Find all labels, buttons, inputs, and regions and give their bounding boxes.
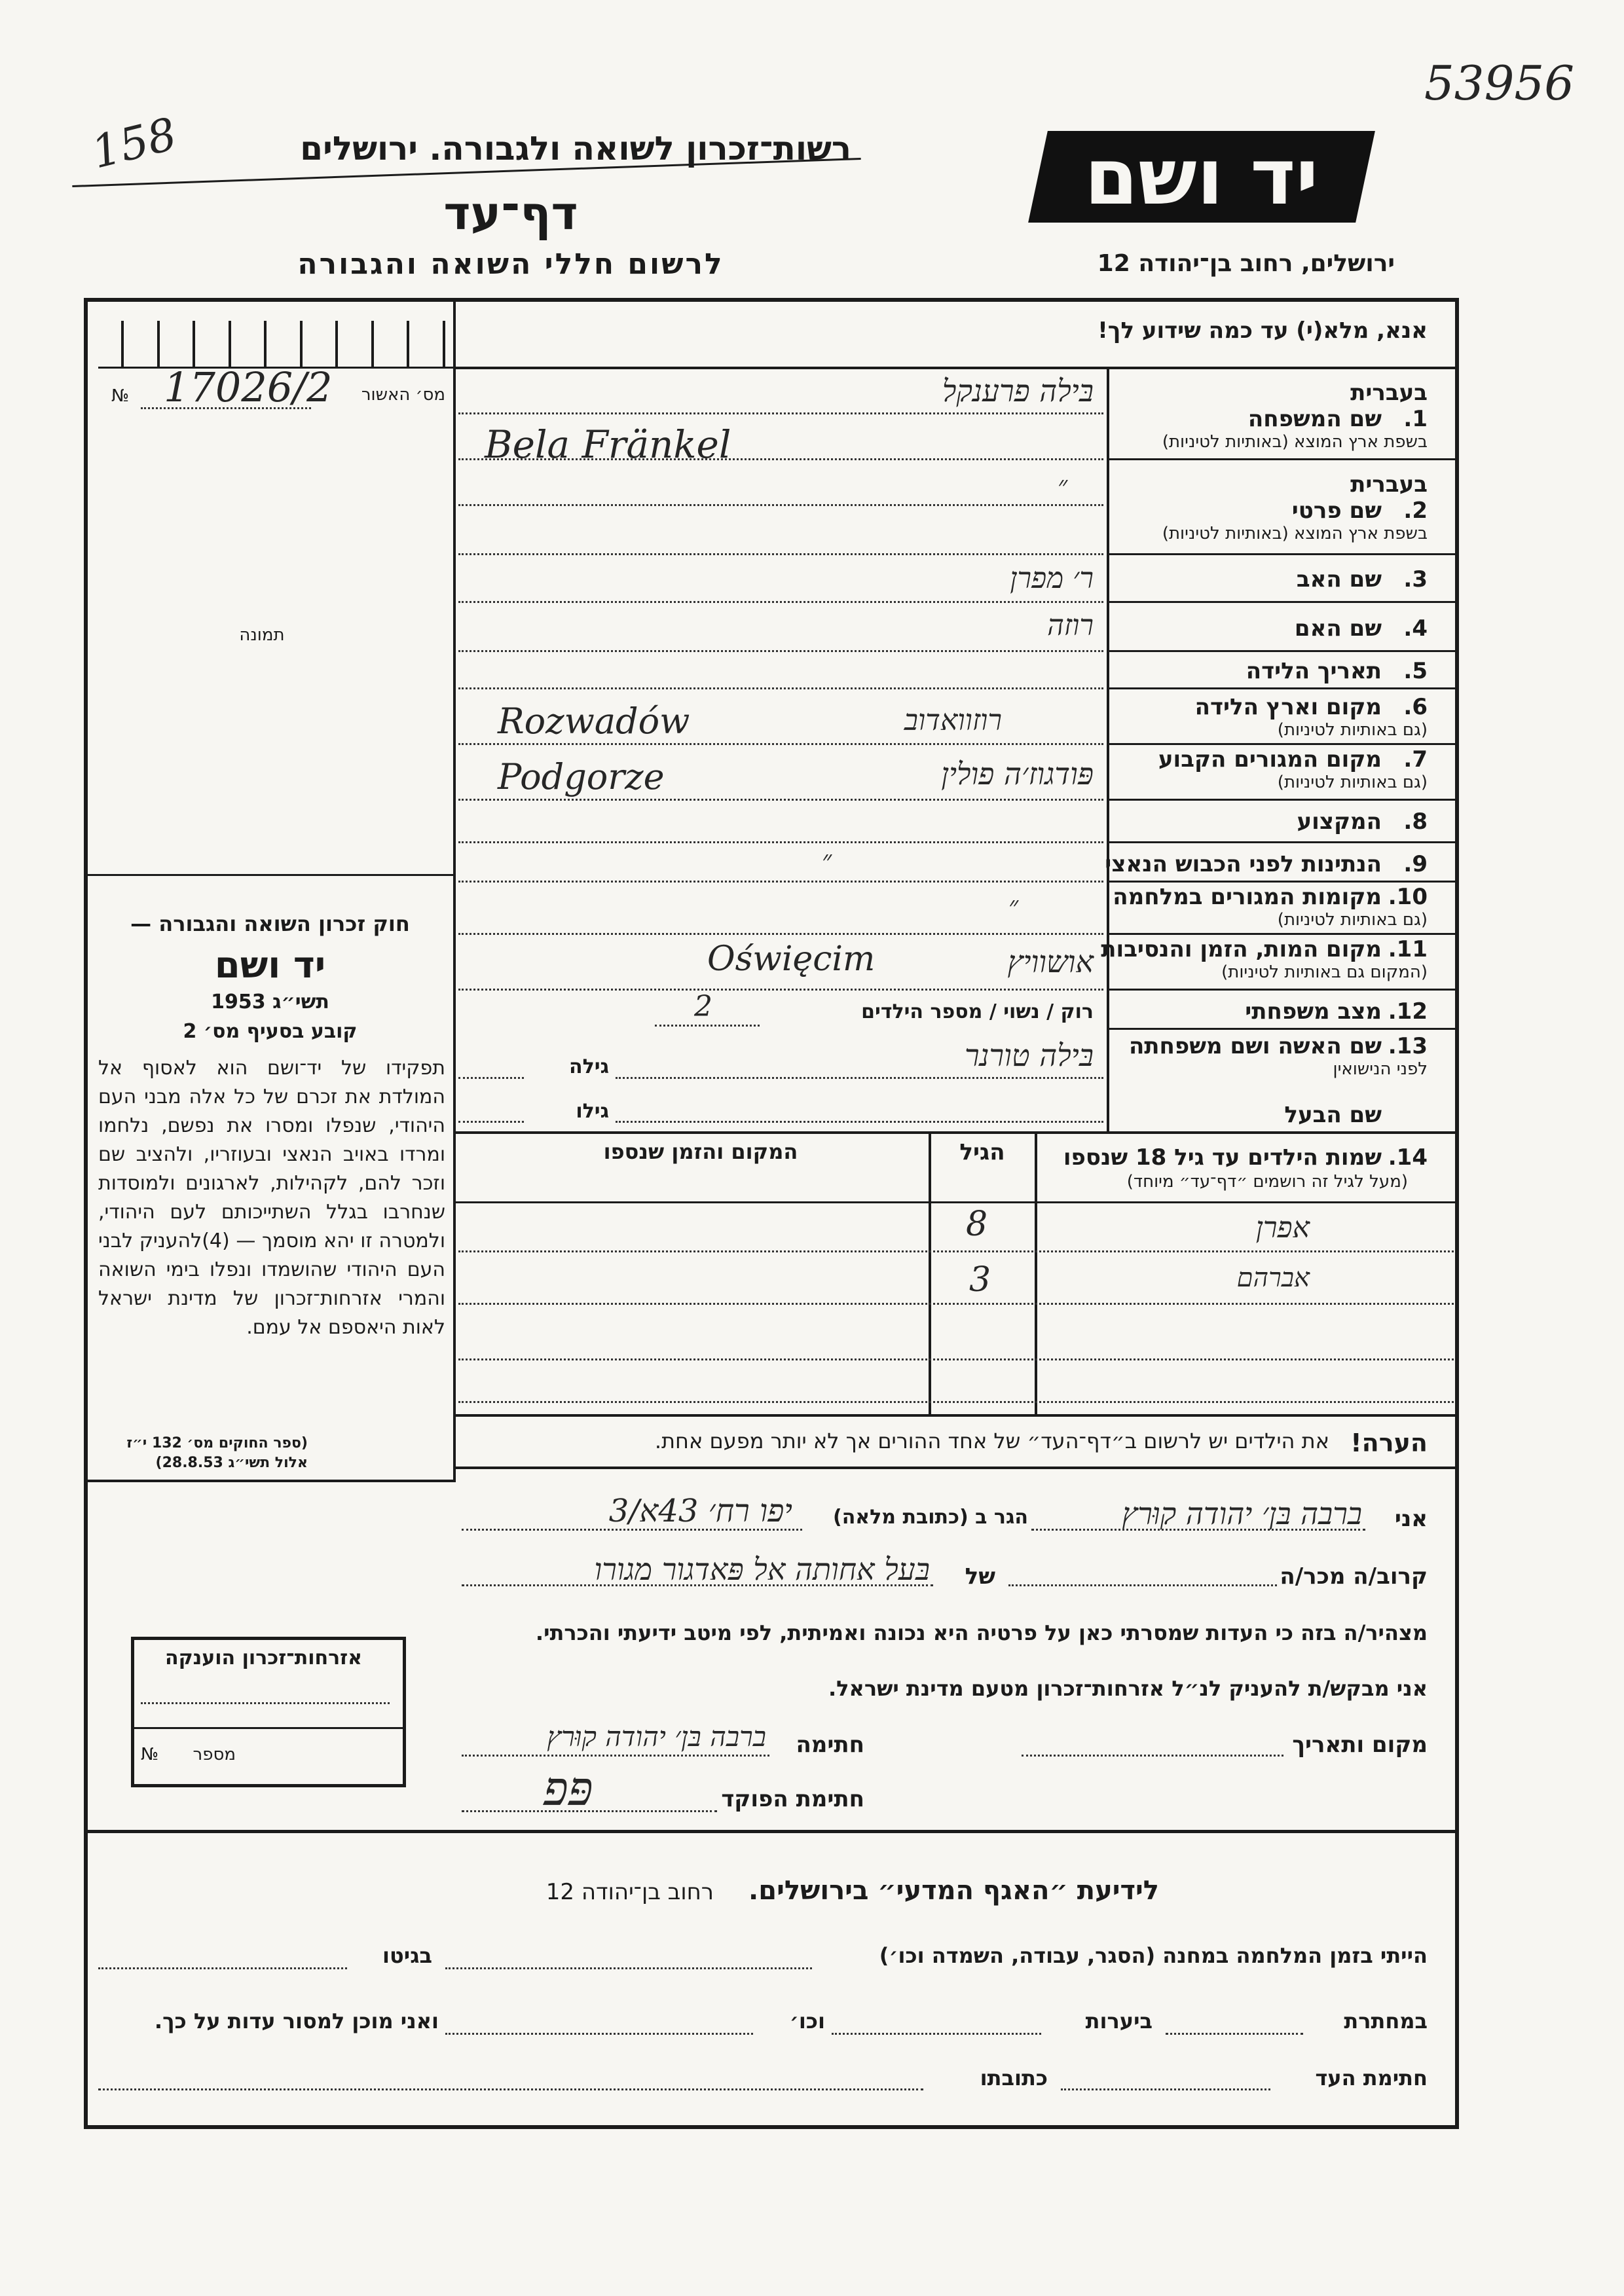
scientific-rule [88, 1830, 1455, 1833]
children-count: 2 [694, 990, 712, 1023]
yad-vashem-logo: יד ושם [1028, 131, 1375, 223]
death-place-hebrew: אושוויץ [1007, 944, 1094, 979]
approval-label: מס׳ האשור [361, 385, 445, 405]
children-age-header: הגיל [959, 1139, 1005, 1165]
residence-line [458, 799, 1103, 801]
remark-rule-top [456, 1414, 1455, 1417]
field-num-8: 8. [1403, 809, 1428, 835]
field-num-4: 4. [1403, 615, 1428, 642]
field-num-12: 12. [1388, 998, 1428, 1025]
declarant-signature: ברבה בּן׳ יהודה קוּרץ [547, 1721, 766, 1753]
field-num-6: 6. [1403, 694, 1428, 720]
death-place-sub: (המקום גם באותיות לטיניות) [1221, 962, 1428, 982]
children-note: (מעל לגיל זה רושמים ״דף־עד״ מיוחד) [1126, 1172, 1408, 1192]
law-clause: קובע בסעיף מס׳ 2 [183, 1020, 358, 1043]
of-label: של [965, 1563, 995, 1590]
remark-label: הערה! [1350, 1429, 1428, 1457]
spouse-value: בּילה טורנר [964, 1038, 1094, 1073]
profession-label: המקצוע [1297, 809, 1382, 835]
scientific-title: לידיעת ״האגף המדעי״ בירושלים. [748, 1876, 1159, 1906]
spouse-age-line [458, 1077, 524, 1079]
page-number: 158 [86, 108, 182, 179]
husband-label: שם הבעל [1284, 1102, 1382, 1128]
citizenship-prefix: № [141, 1745, 159, 1764]
intro-rule [456, 367, 1455, 369]
family-name-latin-line [458, 458, 1103, 460]
war-residence-line [458, 933, 1103, 935]
first-name-hebrew-line [458, 504, 1103, 506]
first-name-heb-label: בעברית [1350, 471, 1428, 498]
request-text: אני מבקש/ת להעניק לנ״ל אזרחות־זכרון מטעם מדינת ישראל. [828, 1676, 1428, 1701]
field-num-3: 3. [1403, 566, 1428, 592]
field-num-9: 9. [1403, 851, 1428, 877]
death-place-latin: Oświęcim [707, 939, 876, 979]
birth-place-line [458, 743, 1103, 745]
field-num-5: 5. [1403, 658, 1428, 684]
death-place-label: מקום המות, הזמן והנסיבות [1101, 936, 1382, 962]
age-column-left [929, 1133, 931, 1414]
citizenship-number-label: מספר [193, 1745, 236, 1764]
signature-label: חתימה [796, 1732, 864, 1758]
row-12-rule [1109, 1028, 1455, 1030]
scientific-line1-a: הייתי בזמן המלחמה במחנה (הסגר, עבודה, השמדה וכו׳) [879, 1943, 1428, 1968]
law-title: חוק זכרון השואה והגבורה — [130, 911, 410, 936]
mother-name-line [458, 650, 1103, 652]
family-name-latin: Bela Fränkel [485, 422, 731, 467]
declaration-text: מצהיר/ה בזה כי העדות שמסרתי כאן על פרטיה היא נכונה ואמיתית, לפי מיטב ידיעתי והכרתי. [535, 1620, 1428, 1645]
row-11-rule [1109, 989, 1455, 991]
profession-line [458, 841, 1103, 843]
family-name-heb-label: בעברית [1350, 380, 1428, 406]
residence-hebrew: פּודגוז׳ה פולין [941, 756, 1094, 792]
row-10-rule [1109, 933, 1455, 935]
scientific-line3-a: חתימת העד [1315, 2066, 1428, 2090]
relative-label: קרוב/ה מכר/ה [1280, 1563, 1428, 1590]
father-name-label: שם האב [1296, 566, 1382, 592]
archive-number: 53956 [1424, 56, 1575, 111]
husband-name-line [616, 1121, 1103, 1123]
citizenship-line [141, 1702, 390, 1704]
law-name: יד ושם [214, 944, 326, 987]
sidebar-bottom-rule [88, 1480, 456, 1482]
law-year: תשי״ג 1953 [211, 991, 329, 1013]
child-age-1: 8 [966, 1205, 988, 1244]
relation-line [462, 1584, 933, 1586]
birth-place-latin: Rozwadów [498, 701, 690, 742]
row-8-rule [1109, 841, 1455, 843]
law-text: תפקידו של יד־ושם הוא לאסוף אל המולדת את זכרם של כל אלה מבני העם היהודי, שנפלו ומסרו את נפשם, נלחמו ומרדו באויב הנאצי ובעוזריו, ולהציב שם וזכר להם, לקהילות, לארגונים ולמוסדות שנחרבו בגלל השתייכותם לעם היהודי, ולמטרה זו יהא מוסמך — (4)להעניק לבני העם היהודי שהושמדו ונפלו בימי השואה והמרי אזרחות־זכרון של מדינת ישראל לאות היאספם אל עמם. [98, 1057, 446, 1339]
scientific-line2-b: ביערות [1085, 2009, 1153, 2033]
law-source: (ספר החוקים מס׳ 132 י״ז אלול תשי״ג 28.8.53) [126, 1435, 308, 1471]
mother-name-label: שם האם [1294, 615, 1382, 642]
children-top-rule [456, 1131, 1455, 1134]
field-num-1: 1. [1403, 406, 1428, 432]
birth-place-hebrew: רוזוואדוב [904, 704, 1002, 737]
death-place-line [458, 989, 1103, 991]
authority-name: רשות־זכרון לשואה ולגבורה. ירושלים [300, 130, 851, 168]
approval-ticks [121, 321, 445, 367]
pre-war-line [458, 881, 1103, 883]
row-2-rule [1109, 553, 1455, 555]
husband-age-line [458, 1121, 524, 1123]
form-title: דף־עד [443, 187, 578, 240]
child-row-1-line [458, 1250, 1454, 1252]
residence-latin: Podgorze [498, 756, 665, 797]
declarant-i-label: אני [1394, 1506, 1428, 1532]
family-name-label: שם המשפחה [1247, 406, 1382, 432]
row-7-rule [1109, 799, 1455, 801]
birth-date-label: תאריך הלידה [1246, 658, 1382, 684]
scientific-address: רחוב בן־יהודה 12 [545, 1879, 714, 1905]
row-9-rule [1109, 881, 1455, 883]
field-num-14: 14. [1388, 1144, 1428, 1171]
field-num-2: 2. [1403, 498, 1428, 524]
family-status-label: מצב משפחתי [1245, 998, 1382, 1025]
approval-dots [141, 407, 311, 409]
declarant-address-line [462, 1529, 802, 1531]
label-column-divider [1107, 367, 1109, 1133]
intro-text: אנא, מלא(י) עד כמה שידוע לך! [1098, 318, 1428, 344]
scientific-line1-end [98, 1967, 347, 1969]
declarant-address-label: הגר ב (כתובת מלאה) [832, 1506, 1028, 1529]
child-row-2-line [458, 1303, 1454, 1305]
officer-line [462, 1810, 717, 1812]
declarant-name-line [1031, 1529, 1365, 1531]
field-num-13: 13. [1388, 1033, 1428, 1059]
field-num-11: 11. [1388, 936, 1428, 962]
row-4-rule [1109, 650, 1455, 652]
field-num-7: 7. [1403, 746, 1428, 773]
husband-age-label: גילו [576, 1100, 609, 1123]
scientific-line3-b: כתובתו [980, 2066, 1048, 2090]
row-1-rule [1109, 458, 1455, 460]
father-name-value: ר׳ מפרן [1010, 562, 1094, 595]
family-name-sub: בשפת ארץ המוצא (באותיות לטיניות) [1162, 432, 1428, 452]
row-6-rule [1109, 743, 1455, 745]
pre-war-value: ״ [822, 845, 832, 875]
scientific-line2-a-dots [1166, 2033, 1303, 2035]
child-name-1: אפרן [1255, 1211, 1310, 1245]
approval-prefix: № [111, 386, 130, 406]
residence-label: מקום המגורים הקבוע [1158, 746, 1382, 773]
first-name-sub: בשפת ארץ המוצא (באותיות לטיניות) [1162, 524, 1428, 543]
address: ירושלים, רחוב בן־יהודה 12 [1097, 250, 1395, 277]
birth-place-label: מקום וארץ הלידה [1194, 694, 1382, 720]
scientific-line2-d: ואני מוכן למסור עדות על כך. [154, 2009, 439, 2033]
family-status-options: רוק / נשוי / מספר הילדים [861, 1000, 1094, 1023]
scientific-line2-a: במחתרת [1344, 2009, 1428, 2033]
first-name-label: שם פרטי [1291, 498, 1382, 524]
scientific-line1-b: בגיטו [382, 1943, 432, 1968]
war-residence-value: ״ [1008, 891, 1019, 921]
declarant-address: יפו רח׳ 43א/3 [608, 1493, 792, 1529]
place-date-label: מקום ותאריך [1292, 1732, 1428, 1758]
form-subtitle: לרשום חללי השואה והגבורה [297, 247, 724, 281]
age-column-right [1035, 1133, 1037, 1414]
children-title: שמות הילדים עד גיל 18 שנספו [1063, 1144, 1382, 1171]
photo-label: תמונה [239, 625, 285, 645]
father-name-line [458, 601, 1103, 603]
spouse-sub: לפני הנישואין [1333, 1059, 1428, 1079]
children-count-line [655, 1025, 760, 1027]
child-name-2: אברהם [1236, 1263, 1310, 1293]
citizenship-mid-rule [134, 1727, 403, 1729]
spouse-age-label: גילה [569, 1055, 609, 1078]
scientific-line2-c: וכו׳ [789, 2009, 825, 2033]
first-name-latin-line [458, 553, 1103, 555]
place-date-line [1022, 1755, 1283, 1757]
spouse-label: שם האשה ושם משפחתה [1128, 1033, 1382, 1059]
law-rule [88, 874, 454, 876]
scientific-line3-b-dots [98, 2088, 923, 2090]
row-3-rule [1109, 601, 1455, 603]
scientific-line1-dots [445, 1967, 812, 1969]
citizenship-title: אזרחות־זכרון הוענקה [164, 1647, 363, 1669]
sidebar-divider [453, 302, 456, 1480]
officer-signature: פּפ [544, 1761, 593, 1816]
child-row-3-line [458, 1358, 1454, 1360]
war-residence-sub: (גם באותיות לטיניות) [1277, 910, 1428, 930]
relative-line [1008, 1584, 1277, 1586]
field-num-10: 10. [1388, 884, 1428, 910]
declarant-name: ברבה בּן׳ יהודה קוּרץ [1122, 1496, 1362, 1531]
war-residence-label: מקומות המגורים במלחמה [1113, 884, 1382, 910]
remark-rule-bottom [456, 1467, 1455, 1469]
approval-number: 17026/2 [164, 363, 333, 411]
family-name-hebrew-line [458, 412, 1103, 414]
birth-place-sub: (גם באותיות לטיניות) [1277, 720, 1428, 740]
child-age-2: 3 [969, 1260, 991, 1300]
children-place-header: המקום והזמן שנספו [603, 1139, 798, 1164]
scientific-line2-c-dots [445, 2033, 753, 2035]
residence-sub: (גם באותיות לטיניות) [1277, 773, 1428, 792]
mother-name-value: רוזה [1047, 609, 1094, 642]
remark-text: את הילדים יש לרשום ב״דף־העד״ של אחד ההורים אך לא יותר מפעם אחת. [654, 1429, 1329, 1453]
birth-date-line [458, 687, 1103, 689]
signature-line [462, 1755, 769, 1757]
scientific-line3-a-dots [1061, 2088, 1270, 2090]
pre-war-label: הנתינות לפני הכבוש הנאצי [1105, 851, 1382, 877]
first-name-hebrew: ״ [1058, 471, 1068, 501]
scientific-line2-b-dots [832, 2033, 1041, 2035]
child-row-4-line [458, 1401, 1454, 1403]
spouse-name-line [616, 1077, 1103, 1079]
relation-value: בּעל אחותה אל פּאדגור מגורו [594, 1552, 930, 1587]
family-name-hebrew: בּילה פרענקל [942, 373, 1094, 409]
children-header-rule [456, 1201, 1455, 1203]
row-5-rule [1109, 687, 1455, 689]
officer-label: חתימת הפוקד [721, 1786, 864, 1812]
